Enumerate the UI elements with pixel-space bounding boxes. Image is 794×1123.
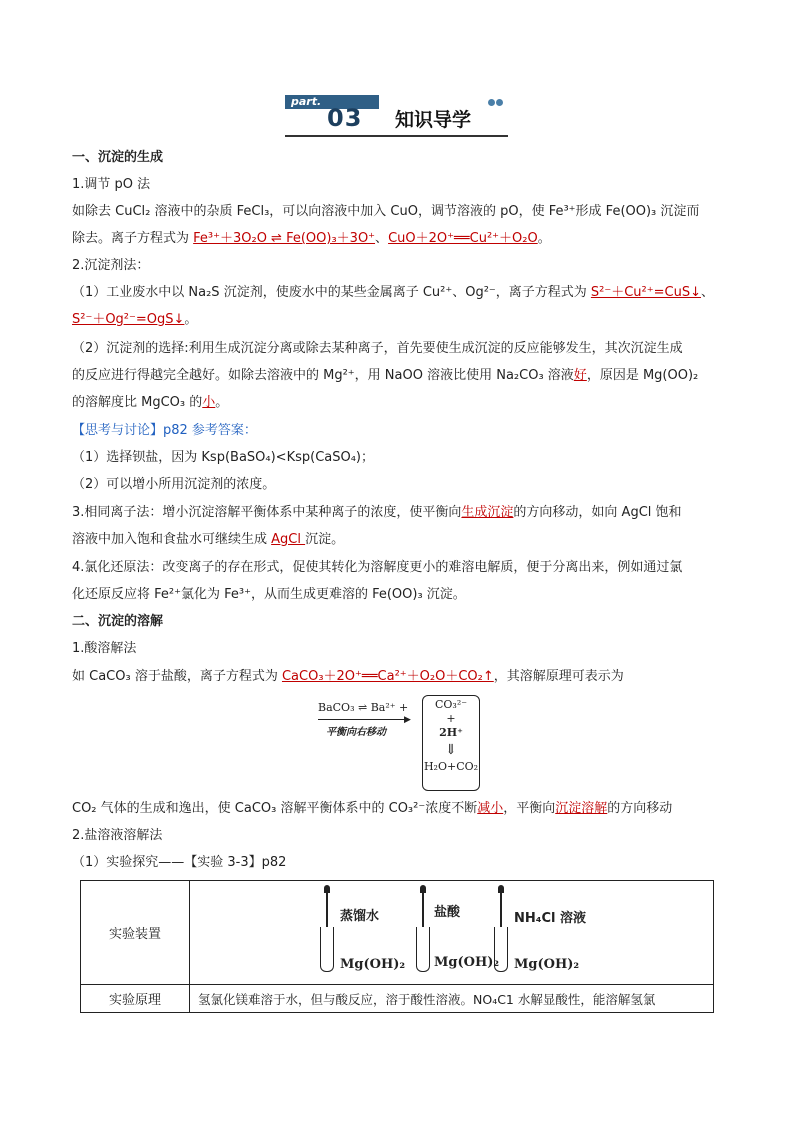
experiment-table bbox=[80, 880, 714, 1013]
diagram-2h: 2H⁺ bbox=[439, 726, 463, 739]
method2-title: 2.沉淀剂法： bbox=[72, 258, 150, 273]
header-rule bbox=[285, 135, 508, 137]
answer-form-precipitate: 生成沉淀 bbox=[461, 505, 514, 520]
tube-1-label: 蒸馏水 bbox=[340, 909, 380, 924]
acid-method-title: 1.酸溶解法 bbox=[72, 641, 137, 656]
method2-text-3: （2）沉淀剂的选择:利用生成沉淀分离或除去某种离子，首先要使生成沉淀的反应能够发生，其次沉淀生成 bbox=[72, 341, 683, 356]
tube-2-label: 盐酸 bbox=[434, 905, 461, 920]
test-tube-1-icon bbox=[320, 885, 334, 981]
equation-ogs: S²⁻＋Og²⁻=OgS↓ bbox=[72, 312, 185, 327]
think-answer-1: （1）选择钡盐，因为 Ksp(BaSO₄)<Ksp(CaSO₄)； bbox=[72, 450, 375, 465]
diagram-equilibrium: BaCO₃ ⇌ Ba²⁺ + bbox=[318, 701, 409, 714]
heading-precipitation-dissolution: 二、沉淀的溶解 bbox=[72, 614, 164, 629]
think-discuss-title: 【思考与讨论】p82 参考答案： bbox=[72, 423, 257, 438]
method2-text-2: S²⁻＋Og²⁻=OgS↓。 bbox=[72, 312, 198, 327]
section-title: 知识导学 bbox=[395, 109, 472, 131]
answer-agcl: AgCl bbox=[271, 532, 306, 547]
diagram-products: H₂O+CO₂ bbox=[423, 760, 479, 773]
table-row bbox=[81, 881, 714, 985]
diagram-plus: + bbox=[446, 712, 456, 725]
diagram-arrow-line bbox=[318, 719, 408, 720]
tube-2-solid: Mg(OH)₂ bbox=[434, 955, 500, 970]
section-header bbox=[285, 95, 510, 139]
method2-text-5: 的溶解度比 MgCO₃ 的小。 bbox=[72, 395, 229, 410]
diagram-down-arrow-icon: ⇓ bbox=[445, 742, 457, 758]
method4-text-1: 4.氯化还原法：改变离子的存在形式，促使其转化为溶解度更小的难溶电解质，便于分离出来，例如通过氯 bbox=[72, 560, 683, 575]
experiment-title: （1）实验探究——【实验 3-3】p82 bbox=[72, 855, 287, 870]
tube-3-solid: Mg(OH)₂ bbox=[514, 957, 580, 972]
diagram-arrow-head-icon: ▶ bbox=[404, 715, 411, 725]
salt-method-title: 2.盐溶液溶解法 bbox=[72, 828, 163, 843]
table-cell-label: 实验原理 bbox=[81, 985, 190, 1013]
diagram-co3: CO₃²⁻ bbox=[434, 698, 468, 711]
method1-text-1: 如除去 CuCl₂ 溶液中的杂质 FeCl₃，可以向溶液中加入 CuO，调节溶液的 pO，使 Fe³⁺形成 Fe(OO)₃ 沉淀而 bbox=[72, 204, 700, 219]
diagram-arrow-label: 平衡向右移动 bbox=[326, 727, 386, 738]
method2-text-1: （1）工业废水中以 Na₂S 沉淀剂，使废水中的某些金属离子 Cu²⁺、Og²⁻，离子方程式为 S²⁻＋Cu²⁺=CuS↓、 bbox=[72, 285, 714, 300]
equation-cus: S²⁻＋Cu²⁺=CuS↓ bbox=[590, 285, 701, 300]
diagram-box bbox=[422, 695, 480, 791]
equation-fe-hydrolysis: Fe³⁺＋3O₂O ⇌ Fe(OO)₃＋3O⁺ bbox=[193, 231, 376, 246]
method1-text-2: 除去。离子方程式为 Fe³⁺＋3O₂O ⇌ Fe(OO)₃＋3O⁺、CuO＋2O⁺══Cu²⁺＋O₂O。 bbox=[72, 231, 551, 246]
test-tube-3-icon bbox=[494, 885, 508, 981]
part-number: 03 bbox=[327, 104, 363, 132]
think-answer-2: （2）可以增小所用沉淀剂的浓度。 bbox=[72, 477, 276, 492]
method3-text-2: 溶液中加入饱和食盐水可继续生成 AgCl 沉淀。 bbox=[72, 532, 345, 547]
method1-title: 1.调节 pO 法 bbox=[72, 177, 151, 192]
heading-precipitation-formation: 一、沉淀的生成 bbox=[72, 150, 164, 165]
table-cell-principle: 氢氯化镁难溶于水，但与酸反应，溶于酸性溶液。NO₄C1 水解显酸性，能溶解氢氯 bbox=[190, 985, 714, 1013]
decoration-dots-icon bbox=[487, 95, 503, 110]
answer-smaller: 小 bbox=[202, 395, 216, 410]
part-label: part. bbox=[285, 95, 379, 109]
method4-text-2: 化还原反应将 Fe²⁺氯化为 Fe³⁺，从而生成更难溶的 Fe(OO)₃ 沉淀。 bbox=[72, 587, 466, 602]
table-cell-label: 实验装置 bbox=[81, 881, 190, 985]
table-row bbox=[81, 985, 714, 1013]
answer-decrease: 减小 bbox=[477, 801, 504, 816]
tube-3-label: NH₄Cl 溶液 bbox=[514, 911, 586, 926]
dissolution-diagram bbox=[318, 695, 478, 791]
tube-1-solid: Mg(OH)₂ bbox=[340, 957, 406, 972]
equation-caco3: CaCO₃＋2O⁺══Ca²⁺＋O₂O＋CO₂↑ bbox=[281, 669, 494, 684]
table-cell-apparatus bbox=[190, 881, 714, 985]
test-tube-2-icon bbox=[416, 885, 430, 981]
equation-cuo: CuO＋2O⁺══Cu²⁺＋O₂O bbox=[388, 231, 538, 246]
method3-text-1: 3.相同离子法：增小沉淀溶解平衡体系中某种离子的浓度，使平衡向生成沉淀的方向移动，如向 AgCl 饱和 bbox=[72, 505, 682, 520]
co2-escape-text: CO₂ 气体的生成和逸出，使 CaCO₃ 溶解平衡体系中的 CO₃²⁻浓度不断减小，平衡向沉淀溶解的方向移动 bbox=[72, 801, 673, 816]
answer-dissolve: 沉淀溶解 bbox=[555, 801, 608, 816]
method2-text-4: 的反应进行得越完全越好。如除去溶液中的 Mg²⁺，用 NaOO 溶液比使用 Na₂CO₃ 溶液好，原因是 Mg(OO)₂ bbox=[72, 368, 699, 383]
answer-better: 好 bbox=[573, 368, 587, 383]
acid-method-text: 如 CaCO₃ 溶于盐酸，离子方程式为 CaCO₃＋2O⁺══Ca²⁺＋O₂O＋CO₂↑，其溶解原理可表示为 bbox=[72, 669, 624, 684]
